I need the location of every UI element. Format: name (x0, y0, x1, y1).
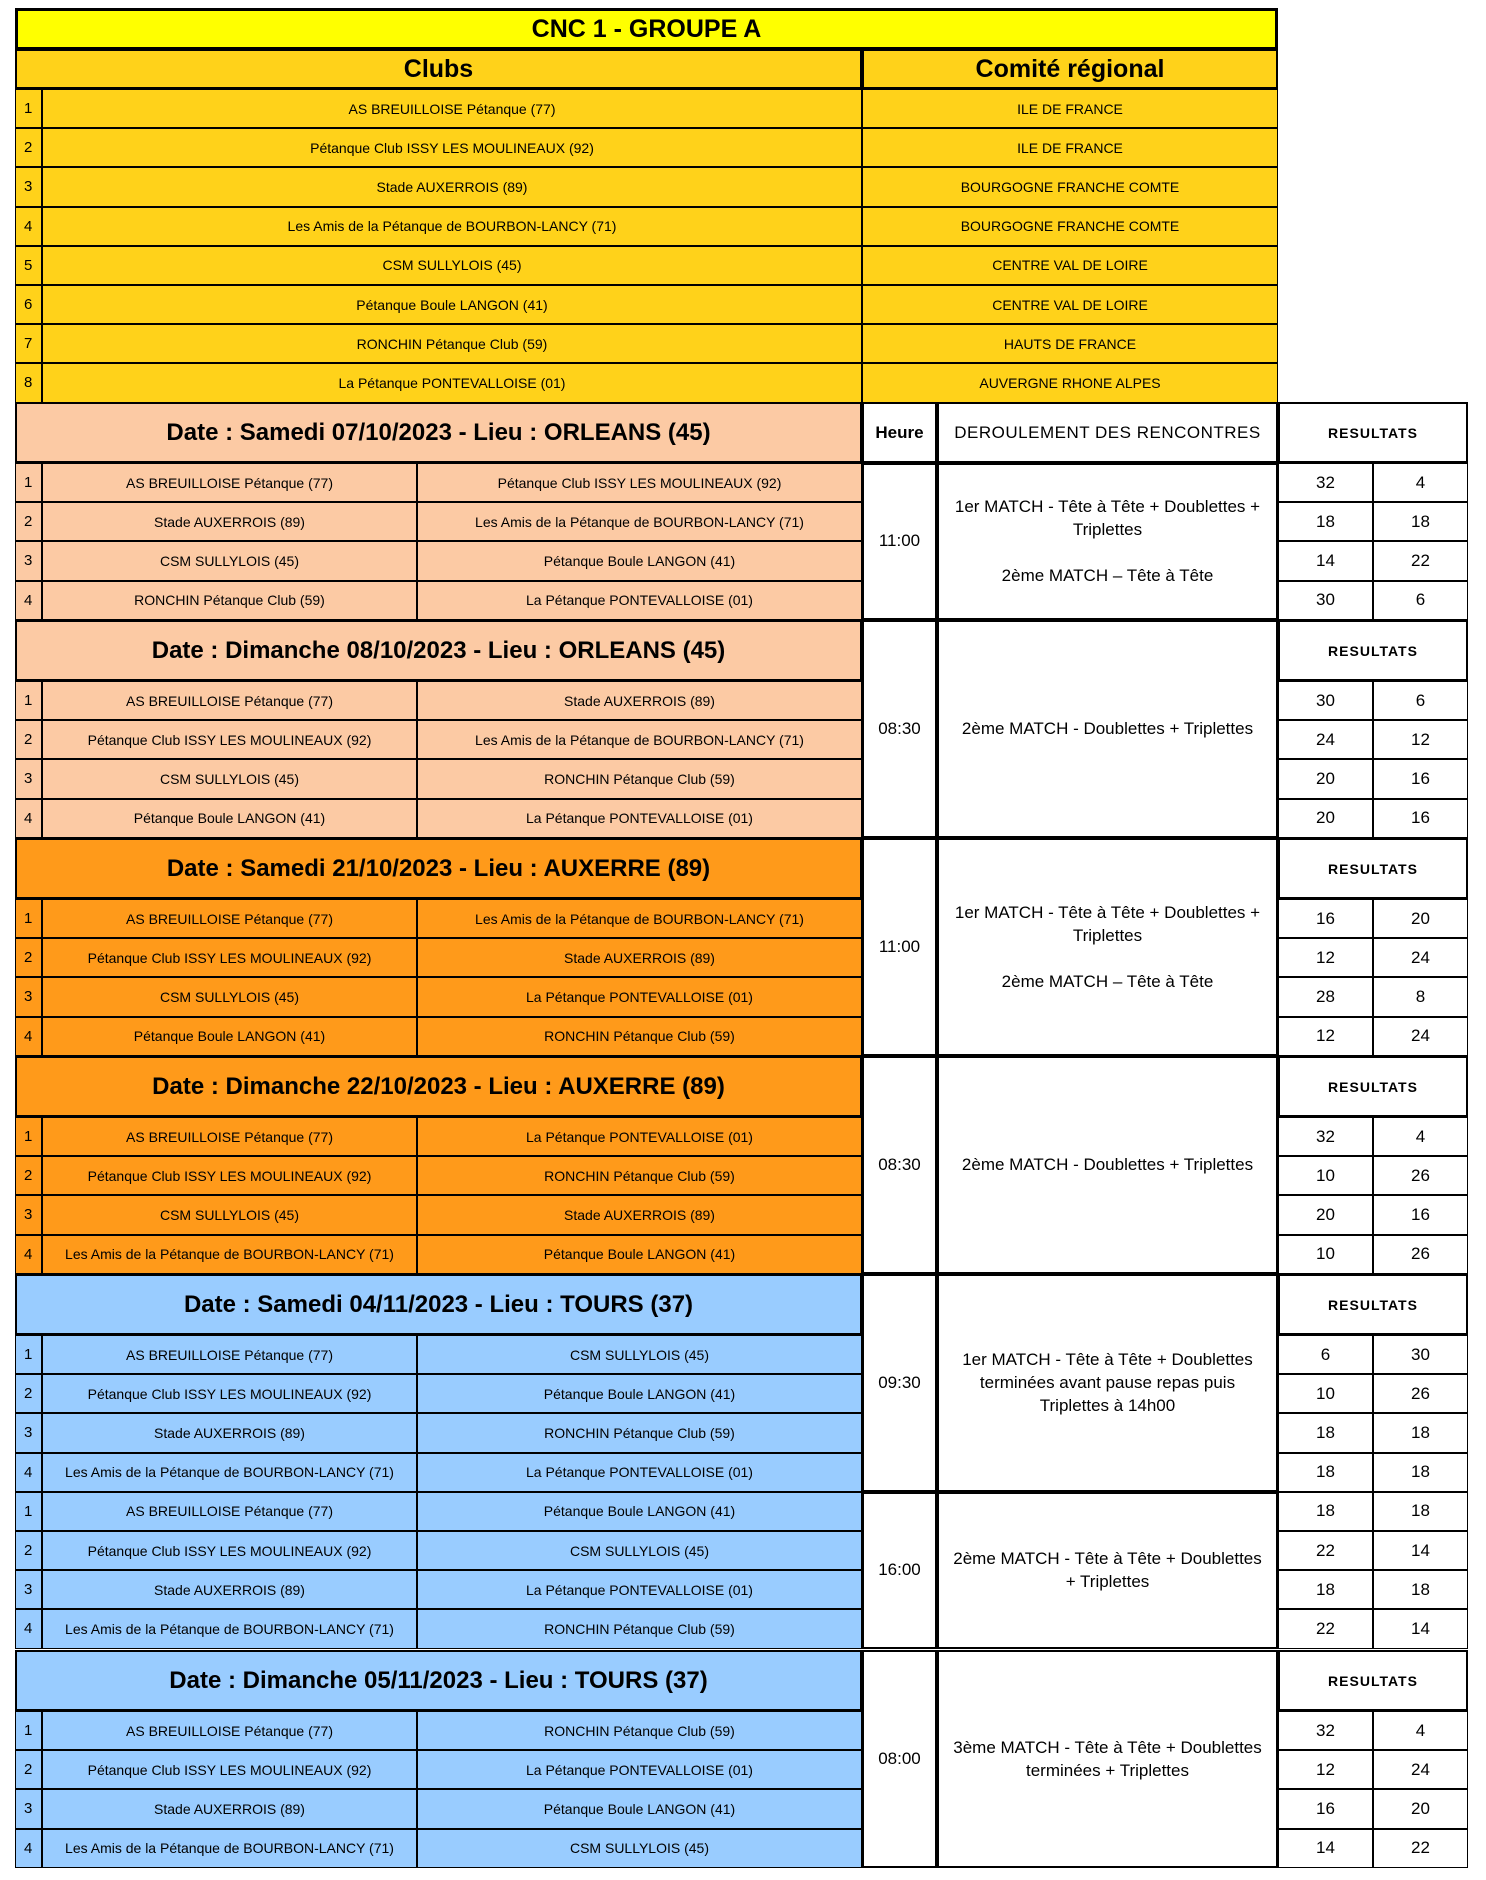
score-home: 6 (1278, 1335, 1373, 1374)
match-number: 1 (15, 681, 42, 720)
match-number: 1 (15, 899, 42, 938)
description-line: 2ème MATCH - Doublettes + Triplettes (961, 719, 1254, 739)
home-team: AS BREUILLOISE Pétanque (77) (42, 899, 417, 938)
score-home: 32 (1278, 1711, 1373, 1750)
match-description (937, 1274, 1278, 1492)
score-away: 12 (1373, 720, 1468, 759)
away-team: La Pétanque PONTEVALLOISE (01) (417, 581, 862, 620)
score-home: 10 (1278, 1156, 1373, 1195)
score-away: 22 (1373, 1829, 1468, 1868)
match-number: 2 (15, 1374, 42, 1413)
away-team: Stade AUXERROIS (89) (417, 938, 862, 977)
away-team: Les Amis de la Pétanque de BOURBON-LANCY (71) (417, 899, 862, 938)
home-team: Pétanque Club ISSY LES MOULINEAUX (92) (42, 1156, 417, 1195)
match-number: 3 (15, 1413, 42, 1452)
home-team: CSM SULLYLOIS (45) (42, 977, 417, 1016)
away-team: RONCHIN Pétanque Club (59) (417, 1609, 862, 1648)
score-away: 8 (1373, 977, 1468, 1016)
description-line: 1er MATCH - Tête à Tête + Doublettes (962, 1350, 1253, 1370)
away-team: CSM SULLYLOIS (45) (417, 1829, 862, 1868)
comite-header: Comité régional (862, 49, 1278, 89)
away-team: Pétanque Boule LANGON (41) (417, 1789, 862, 1828)
home-team: CSM SULLYLOIS (45) (42, 1195, 417, 1234)
away-team: Pétanque Boule LANGON (41) (417, 541, 862, 580)
heure-header: Heure (862, 402, 937, 463)
away-team: RONCHIN Pétanque Club (59) (417, 1711, 862, 1750)
score-away: 6 (1373, 581, 1468, 620)
results-header: RESULTATS (1278, 1274, 1468, 1335)
away-team: La Pétanque PONTEVALLOISE (01) (417, 1570, 862, 1609)
away-team: Stade AUXERROIS (89) (417, 681, 862, 720)
description-line: Triplettes (1072, 520, 1143, 540)
score-home: 12 (1278, 938, 1373, 977)
away-team: La Pétanque PONTEVALLOISE (01) (417, 1750, 862, 1789)
home-team: CSM SULLYLOIS (45) (42, 541, 417, 580)
match-number: 2 (15, 938, 42, 977)
away-team: La Pétanque PONTEVALLOISE (01) (417, 977, 862, 1016)
home-team: AS BREUILLOISE Pétanque (77) (42, 1492, 417, 1531)
description-line: Triplettes (1072, 925, 1143, 945)
score-away: 20 (1373, 1789, 1468, 1828)
home-team: AS BREUILLOISE Pétanque (77) (42, 1117, 417, 1156)
away-team: La Pétanque PONTEVALLOISE (01) (417, 1117, 862, 1156)
club-number: 1 (15, 89, 42, 128)
club-number: 5 (15, 246, 42, 285)
match-number: 2 (15, 1531, 42, 1570)
home-team: Les Amis de la Pétanque de BOURBON-LANCY (71) (42, 1453, 417, 1492)
match-number: 1 (15, 1711, 42, 1750)
description-line: 3ème MATCH - Tête à Tête + Doublettes (953, 1737, 1262, 1757)
score-home: 12 (1278, 1750, 1373, 1789)
description-line: 1er MATCH - Tête à Tête + Doublettes + (954, 902, 1261, 922)
round-date-header: Date : Dimanche 05/11/2023 - Lieu : TOURS (37) (15, 1650, 862, 1711)
description-line: + Triplettes (1065, 1572, 1150, 1592)
away-team: RONCHIN Pétanque Club (59) (417, 1156, 862, 1195)
match-time: 11:00 (862, 838, 937, 1056)
club-number: 2 (15, 128, 42, 167)
match-time: 16:00 (862, 1492, 937, 1649)
club-name: Pétanque Boule LANGON (41) (42, 285, 862, 324)
score-away: 6 (1373, 681, 1468, 720)
club-region: ILE DE FRANCE (862, 89, 1278, 128)
score-away: 20 (1373, 899, 1468, 938)
match-number: 3 (15, 1789, 42, 1828)
away-team: RONCHIN Pétanque Club (59) (417, 759, 862, 798)
match-description (937, 620, 1278, 838)
away-team: Les Amis de la Pétanque de BOURBON-LANCY (71) (417, 720, 862, 759)
match-number: 2 (15, 720, 42, 759)
score-home: 32 (1278, 463, 1373, 502)
match-number: 1 (15, 463, 42, 502)
club-name: Pétanque Club ISSY LES MOULINEAUX (92) (42, 128, 862, 167)
score-away: 16 (1373, 759, 1468, 798)
score-away: 26 (1373, 1235, 1468, 1274)
score-away: 18 (1373, 1453, 1468, 1492)
club-region: HAUTS DE FRANCE (862, 324, 1278, 363)
club-name: CSM SULLYLOIS (45) (42, 246, 862, 285)
clubs-header: Clubs (15, 49, 862, 89)
away-team: Pétanque Boule LANGON (41) (417, 1374, 862, 1413)
score-home: 20 (1278, 799, 1373, 838)
club-region: AUVERGNE RHONE ALPES (862, 363, 1278, 402)
club-region: CENTRE VAL DE LOIRE (862, 285, 1278, 324)
score-home: 20 (1278, 759, 1373, 798)
club-number: 8 (15, 363, 42, 402)
match-number: 4 (15, 1235, 42, 1274)
home-team: Pétanque Club ISSY LES MOULINEAUX (92) (42, 1374, 417, 1413)
club-name: Stade AUXERROIS (89) (42, 167, 862, 206)
home-team: Stade AUXERROIS (89) (42, 502, 417, 541)
match-number: 3 (15, 541, 42, 580)
away-team: Pétanque Club ISSY LES MOULINEAUX (92) (417, 463, 862, 502)
match-description (937, 1492, 1278, 1649)
score-home: 20 (1278, 1195, 1373, 1234)
away-team: RONCHIN Pétanque Club (59) (417, 1017, 862, 1056)
score-home: 28 (1278, 977, 1373, 1016)
score-home: 30 (1278, 581, 1373, 620)
club-name: La Pétanque PONTEVALLOISE (01) (42, 363, 862, 402)
club-number: 4 (15, 207, 42, 246)
results-header: RESULTATS (1278, 838, 1468, 899)
home-team: Les Amis de la Pétanque de BOURBON-LANCY (71) (42, 1829, 417, 1868)
club-number: 6 (15, 285, 42, 324)
away-team: La Pétanque PONTEVALLOISE (01) (417, 1453, 862, 1492)
round-date-header: Date : Dimanche 08/10/2023 - Lieu : ORLEANS (45) (15, 620, 862, 681)
results-header: RESULTATS (1278, 402, 1468, 463)
score-home: 10 (1278, 1235, 1373, 1274)
home-team: AS BREUILLOISE Pétanque (77) (42, 1335, 417, 1374)
match-description (937, 463, 1278, 620)
home-team: Les Amis de la Pétanque de BOURBON-LANCY (71) (42, 1609, 417, 1648)
club-region: CENTRE VAL DE LOIRE (862, 246, 1278, 285)
home-team: Pétanque Club ISSY LES MOULINEAUX (92) (42, 938, 417, 977)
score-home: 14 (1278, 1829, 1373, 1868)
round-date-header: Date : Samedi 07/10/2023 - Lieu : ORLEANS (45) (15, 402, 862, 463)
match-number: 1 (15, 1492, 42, 1531)
match-time: 09:30 (862, 1274, 937, 1492)
match-number: 2 (15, 502, 42, 541)
score-away: 14 (1373, 1609, 1468, 1648)
round-date-header: Date : Samedi 04/11/2023 - Lieu : TOURS (37) (15, 1274, 862, 1335)
description-line: 2ème MATCH – Tête à Tête (1001, 971, 1214, 991)
results-header: RESULTATS (1278, 1056, 1468, 1117)
match-time: 08:00 (862, 1650, 937, 1868)
results-header: RESULTATS (1278, 620, 1468, 681)
match-description (937, 1056, 1278, 1274)
home-team: Pétanque Boule LANGON (41) (42, 799, 417, 838)
away-team: Stade AUXERROIS (89) (417, 1195, 862, 1234)
home-team: AS BREUILLOISE Pétanque (77) (42, 681, 417, 720)
description-line: terminées + Triplettes (1026, 1760, 1189, 1780)
score-away: 26 (1373, 1374, 1468, 1413)
score-away: 22 (1373, 541, 1468, 580)
score-away: 18 (1373, 1570, 1468, 1609)
match-number: 4 (15, 1017, 42, 1056)
match-number: 4 (15, 581, 42, 620)
score-home: 22 (1278, 1609, 1373, 1648)
away-team: Pétanque Boule LANGON (41) (417, 1235, 862, 1274)
score-away: 16 (1373, 799, 1468, 838)
match-description (937, 838, 1278, 1056)
score-home: 32 (1278, 1117, 1373, 1156)
match-number: 3 (15, 759, 42, 798)
description-line: 1er MATCH - Tête à Tête + Doublettes + (954, 497, 1261, 517)
home-team: Stade AUXERROIS (89) (42, 1789, 417, 1828)
deroulement-header: DEROULEMENT DES RENCONTRES (937, 402, 1278, 463)
home-team: Stade AUXERROIS (89) (42, 1413, 417, 1452)
round-date-header: Date : Samedi 21/10/2023 - Lieu : AUXERRE (89) (15, 838, 862, 899)
score-away: 4 (1373, 1711, 1468, 1750)
home-team: Pétanque Club ISSY LES MOULINEAUX (92) (42, 1750, 417, 1789)
home-team: Pétanque Boule LANGON (41) (42, 1017, 417, 1056)
score-away: 18 (1373, 502, 1468, 541)
score-away: 24 (1373, 1017, 1468, 1056)
match-time: 08:30 (862, 1056, 937, 1274)
match-number: 4 (15, 1829, 42, 1868)
away-team: CSM SULLYLOIS (45) (417, 1335, 862, 1374)
club-region: BOURGOGNE FRANCHE COMTE (862, 167, 1278, 206)
score-home: 30 (1278, 681, 1373, 720)
club-name: Les Amis de la Pétanque de BOURBON-LANCY (71) (42, 207, 862, 246)
score-away: 16 (1373, 1195, 1468, 1234)
page-title: CNC 1 - GROUPE A (15, 8, 1278, 50)
description-line: 2ème MATCH – Tête à Tête (1001, 566, 1214, 586)
match-number: 2 (15, 1156, 42, 1195)
score-away: 18 (1373, 1413, 1468, 1452)
club-name: RONCHIN Pétanque Club (59) (42, 324, 862, 363)
score-home: 18 (1278, 1413, 1373, 1452)
club-name: AS BREUILLOISE Pétanque (77) (42, 89, 862, 128)
score-home: 24 (1278, 720, 1373, 759)
score-home: 16 (1278, 1789, 1373, 1828)
score-home: 12 (1278, 1017, 1373, 1056)
score-home: 18 (1278, 1453, 1373, 1492)
club-number: 7 (15, 324, 42, 363)
club-region: ILE DE FRANCE (862, 128, 1278, 167)
score-home: 22 (1278, 1531, 1373, 1570)
description-line: terminées avant pause repas puis (979, 1373, 1236, 1393)
match-number: 3 (15, 977, 42, 1016)
club-region: BOURGOGNE FRANCHE COMTE (862, 207, 1278, 246)
home-team: AS BREUILLOISE Pétanque (77) (42, 1711, 417, 1750)
score-away: 30 (1373, 1335, 1468, 1374)
away-team: CSM SULLYLOIS (45) (417, 1531, 862, 1570)
description-line: Triplettes à 14h00 (1039, 1396, 1176, 1416)
score-away: 26 (1373, 1156, 1468, 1195)
away-team: La Pétanque PONTEVALLOISE (01) (417, 799, 862, 838)
results-header: RESULTATS (1278, 1650, 1468, 1711)
score-home: 16 (1278, 899, 1373, 938)
match-description (937, 1650, 1278, 1868)
score-away: 14 (1373, 1531, 1468, 1570)
round-date-header: Date : Dimanche 22/10/2023 - Lieu : AUXERRE (89) (15, 1056, 862, 1117)
away-team: Les Amis de la Pétanque de BOURBON-LANCY (71) (417, 502, 862, 541)
home-team: Pétanque Club ISSY LES MOULINEAUX (92) (42, 720, 417, 759)
match-number: 4 (15, 799, 42, 838)
description-line (1105, 947, 1110, 970)
home-team: Stade AUXERROIS (89) (42, 1570, 417, 1609)
score-away: 4 (1373, 463, 1468, 502)
match-number: 4 (15, 1453, 42, 1492)
match-number: 1 (15, 1117, 42, 1156)
score-home: 18 (1278, 502, 1373, 541)
home-team: Pétanque Club ISSY LES MOULINEAUX (92) (42, 1531, 417, 1570)
match-number: 3 (15, 1195, 42, 1234)
match-time: 11:00 (862, 463, 937, 620)
description-line: 2ème MATCH - Doublettes + Triplettes (961, 1155, 1254, 1175)
score-away: 18 (1373, 1492, 1468, 1531)
description-line (1105, 541, 1110, 564)
away-team: Pétanque Boule LANGON (41) (417, 1492, 862, 1531)
score-away: 24 (1373, 938, 1468, 977)
home-team: Les Amis de la Pétanque de BOURBON-LANCY (71) (42, 1235, 417, 1274)
match-number: 1 (15, 1335, 42, 1374)
club-number: 3 (15, 167, 42, 206)
score-home: 18 (1278, 1492, 1373, 1531)
home-team: CSM SULLYLOIS (45) (42, 759, 417, 798)
match-number: 2 (15, 1750, 42, 1789)
score-away: 24 (1373, 1750, 1468, 1789)
score-home: 10 (1278, 1374, 1373, 1413)
score-away: 4 (1373, 1117, 1468, 1156)
home-team: RONCHIN Pétanque Club (59) (42, 581, 417, 620)
match-time: 08:30 (862, 620, 937, 838)
match-number: 3 (15, 1570, 42, 1609)
description-line: 2ème MATCH - Tête à Tête + Doublettes (953, 1549, 1262, 1569)
away-team: RONCHIN Pétanque Club (59) (417, 1413, 862, 1452)
match-number: 4 (15, 1609, 42, 1648)
home-team: AS BREUILLOISE Pétanque (77) (42, 463, 417, 502)
score-home: 14 (1278, 541, 1373, 580)
score-home: 18 (1278, 1570, 1373, 1609)
